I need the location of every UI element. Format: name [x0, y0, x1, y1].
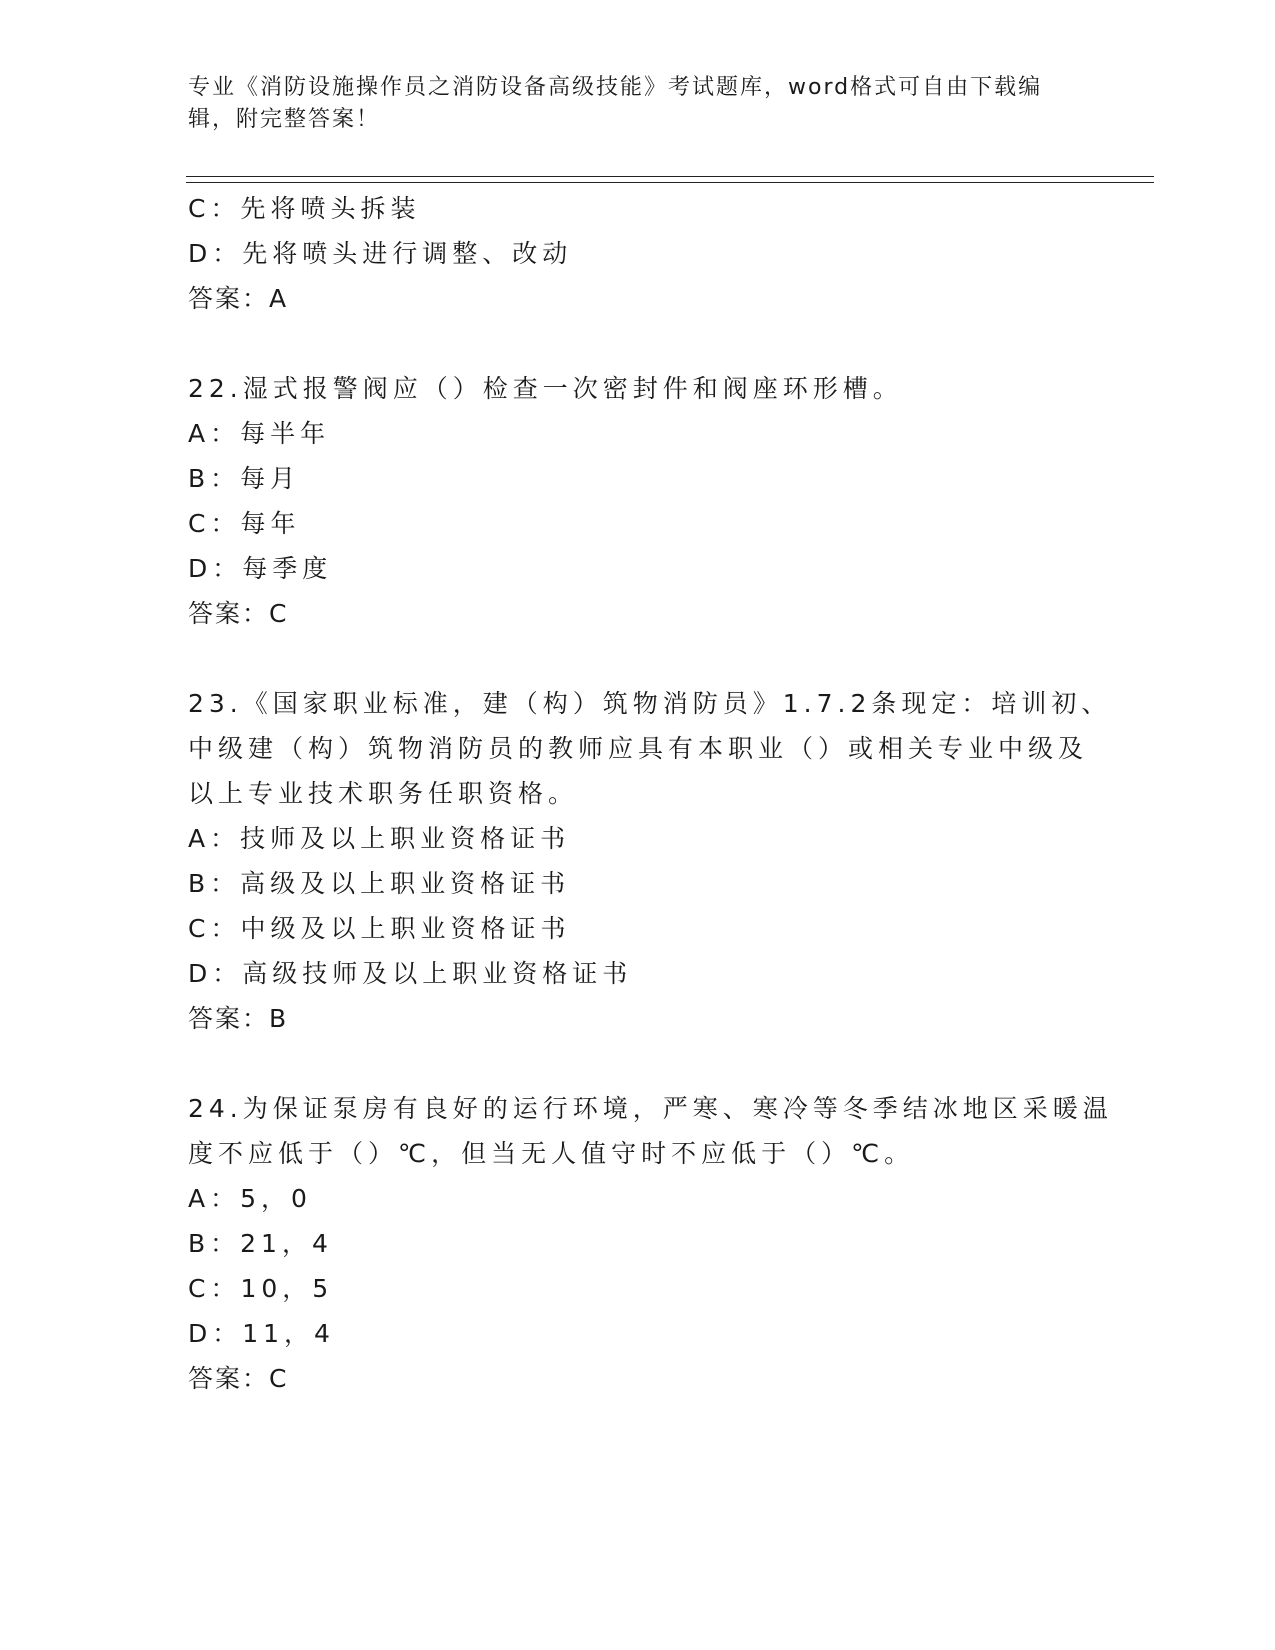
q23-stem-line-2: 中级建（构）筑物消防员的教师应具有本职业（）或相关专业中级及 [188, 734, 1089, 763]
q22-option-d: D：每季度 [188, 554, 333, 583]
q23-stem-line-1: 23.《国家职业标准，建（构）筑物消防员》1.7.2条现定：培训初、 [188, 689, 1112, 718]
q24-option-c: C：10，5 [188, 1274, 334, 1303]
q22-stem: 22.湿式报警阀应（）检查一次密封件和阀座环形槽。 [188, 374, 903, 403]
header-divider-top [186, 176, 1154, 177]
header-line-2: 辑，附完整答案！ [188, 107, 381, 132]
q24-option-d: D：11，4 [188, 1319, 335, 1348]
q23-option-a: A：技师及以上职业资格证书 [188, 824, 571, 853]
q24-stem-line-2: 度不应低于（）℃，但当无人值守时不应低于（）℃。 [188, 1139, 915, 1168]
q22-answer: 答案：C [188, 599, 289, 628]
q23-option-d: D：高级技师及以上职业资格证书 [188, 959, 633, 988]
q22-option-c: C：每年 [188, 509, 301, 538]
q23-stem-line-3: 以上专业技术职务任职资格。 [188, 779, 579, 808]
q23-option-c: C：中级及以上职业资格证书 [188, 914, 571, 943]
prev-option-c: C：先将喷头拆装 [188, 194, 421, 223]
q24-answer: 答案：C [188, 1364, 289, 1393]
q24-option-a: A：5，0 [188, 1184, 312, 1213]
prev-option-d: D：先将喷头进行调整、改动 [188, 239, 573, 268]
document-header [188, 72, 1088, 136]
q24-option-b: B：21，4 [188, 1229, 333, 1258]
q23-answer: 答案：B [188, 1004, 289, 1033]
prev-answer: 答案：A [188, 284, 289, 313]
q22-option-b: B：每月 [188, 464, 301, 493]
q22-option-a: A：每半年 [188, 419, 331, 448]
header-divider-bottom [186, 182, 1154, 183]
q23-option-b: B：高级及以上职业资格证书 [188, 869, 571, 898]
header-line-1: 专业《消防设施操作员之消防设备高级技能》考试题库，word格式可自由下载编 [188, 75, 1043, 100]
q24-stem-line-1: 24.为保证泵房有良好的运行环境，严寒、寒冷等冬季结冰地区采暖温 [188, 1094, 1113, 1123]
